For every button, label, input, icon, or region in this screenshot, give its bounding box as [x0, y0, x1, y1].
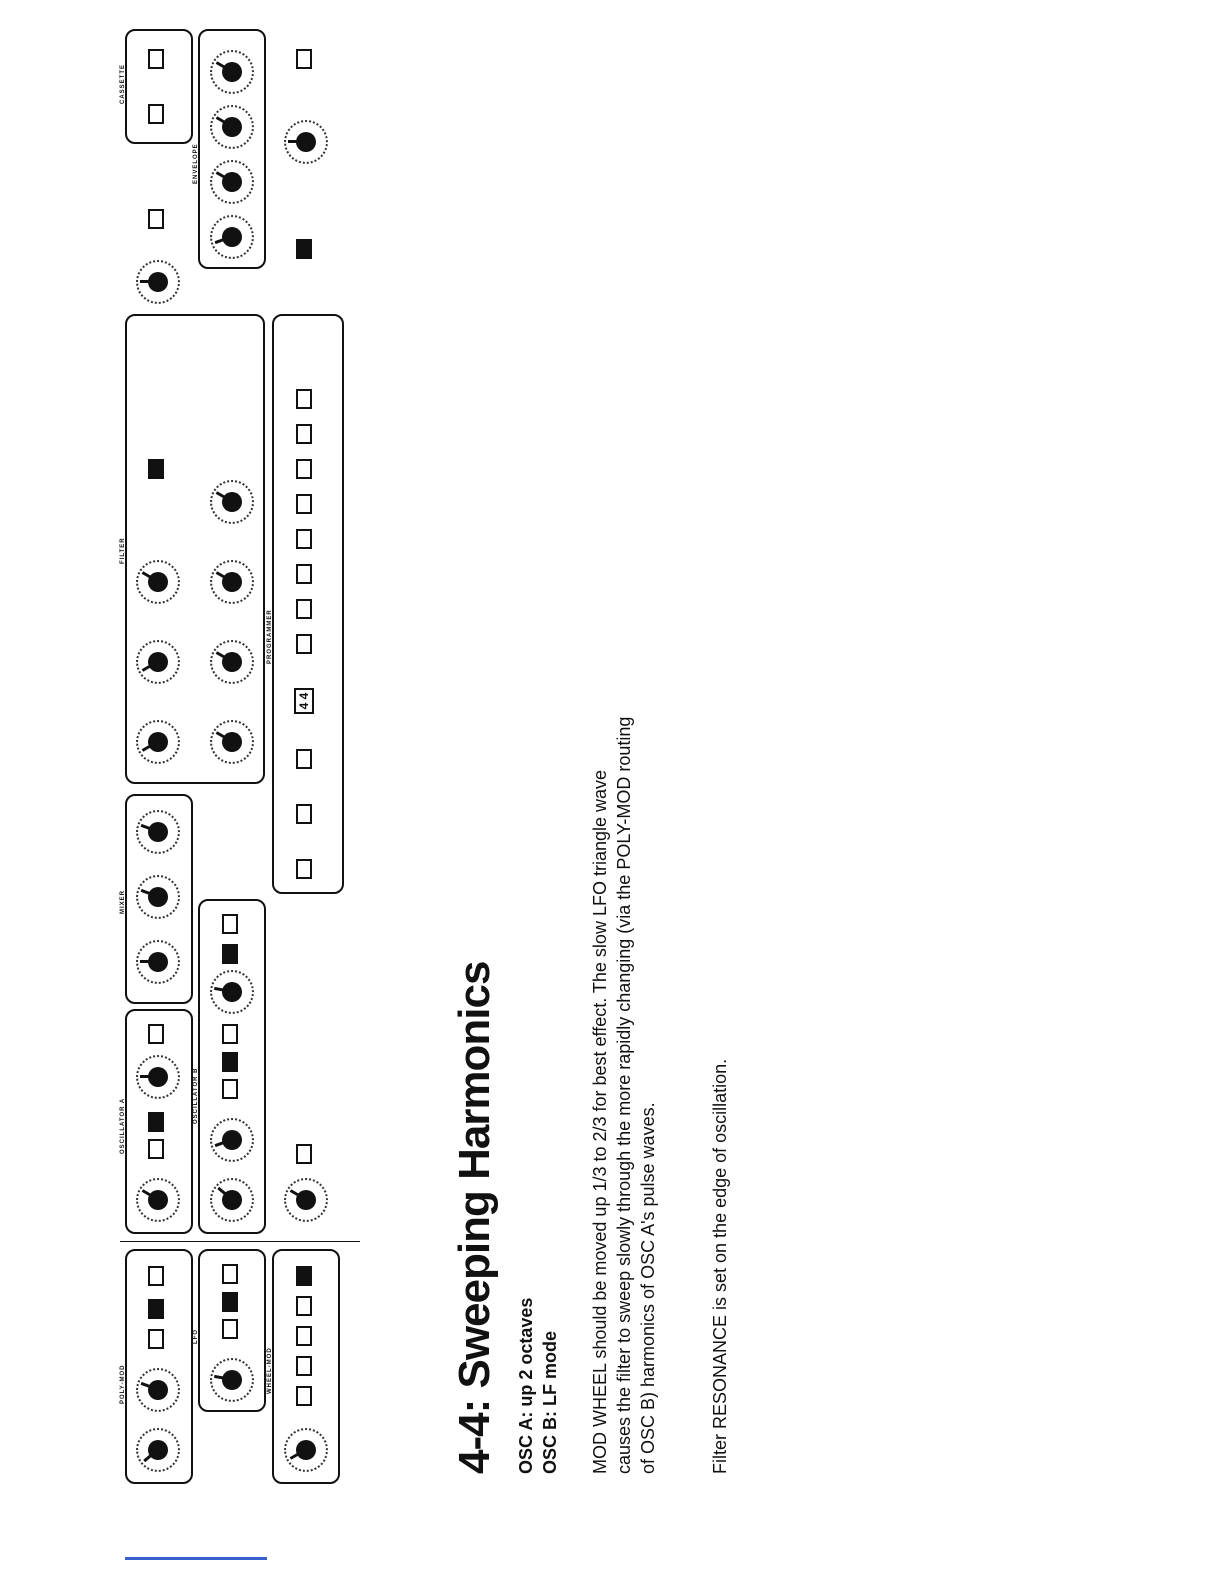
button [222, 1264, 238, 1284]
programmer-label: PROGRAMMER [267, 609, 273, 664]
button [296, 239, 312, 259]
button [222, 1079, 238, 1099]
cassette-box [125, 29, 193, 144]
button [222, 1319, 238, 1339]
knob [136, 1055, 180, 1099]
button [148, 49, 164, 69]
knob [284, 1178, 328, 1222]
mixer-label: MIXER [120, 889, 126, 914]
button [222, 914, 238, 934]
button [222, 1052, 238, 1072]
lfo-label: LFO [193, 1329, 199, 1344]
button [296, 564, 312, 584]
knob [210, 560, 254, 604]
knob [210, 160, 254, 204]
synth-panel-diagram [120, 63, 360, 1484]
knob [210, 720, 254, 764]
button [296, 804, 312, 824]
knob [136, 640, 180, 684]
knob [210, 50, 254, 94]
osc-a-label: OSCILLATOR A [120, 1097, 126, 1154]
button [296, 859, 312, 879]
envelope-label: ENVELOPE [193, 143, 199, 184]
knob [210, 640, 254, 684]
cassette-label: CASSETTE [120, 63, 126, 104]
button [222, 1024, 238, 1044]
page-title: 4-4: Sweeping Harmonics [450, 961, 499, 1474]
button [296, 529, 312, 549]
button [296, 49, 312, 69]
button [296, 1326, 312, 1346]
knob [136, 875, 180, 919]
filter-label: FILTER [120, 537, 126, 564]
osc-b-label: OSCILLATOR B [193, 1067, 199, 1124]
wheel-mod-label: WHEEL-MOD [267, 1347, 273, 1394]
knob [210, 215, 254, 259]
button [296, 1386, 312, 1406]
knob [284, 1428, 328, 1472]
button [296, 1356, 312, 1376]
button [148, 1139, 164, 1159]
button [148, 1329, 164, 1349]
button [296, 494, 312, 514]
button [148, 209, 164, 229]
button [296, 599, 312, 619]
button [296, 749, 312, 769]
paragraph-resonance: Filter RESONANCE is set on the edge of oscillation. [710, 1058, 730, 1474]
button [296, 389, 312, 409]
knob [136, 1428, 180, 1472]
knob [136, 1368, 180, 1412]
knob [210, 1358, 254, 1402]
knob [210, 480, 254, 524]
button [296, 634, 312, 654]
filter-box [125, 314, 265, 784]
button [148, 1299, 164, 1319]
knob [136, 810, 180, 854]
program-display: 4 4 [294, 688, 314, 714]
knob [210, 1178, 254, 1222]
osc-b-setting: OSC B: LF mode [540, 1331, 560, 1474]
osc-a-setting: OSC A: up 2 octaves [516, 1297, 536, 1474]
poly-mod-label: POLY-MOD [120, 1364, 126, 1404]
button [222, 944, 238, 964]
button [148, 104, 164, 124]
button [148, 459, 164, 479]
button [296, 1266, 312, 1286]
knob [136, 560, 180, 604]
paragraph-mod-wheel: MOD WHEEL should be moved up 1/3 to 2/3 for best effect. The slow LFO triangle wave causes the filter to sweep slowly through the more rapidly changing (via the POLY-MOD routing of OSC B) harmonics of OSC A's pulse waves. [590, 716, 658, 1474]
button [296, 424, 312, 444]
accent-bar [125, 1557, 267, 1560]
knob [284, 120, 328, 164]
knob [136, 1178, 180, 1222]
knob [210, 1118, 254, 1162]
divider [120, 1241, 360, 1242]
button [148, 1112, 164, 1132]
knob [210, 970, 254, 1014]
knob [136, 260, 180, 304]
button [148, 1024, 164, 1044]
knob [136, 940, 180, 984]
knob [136, 720, 180, 764]
button [148, 1266, 164, 1286]
button [296, 459, 312, 479]
button [222, 1292, 238, 1312]
button [296, 1296, 312, 1316]
button [296, 1144, 312, 1164]
knob [210, 105, 254, 149]
